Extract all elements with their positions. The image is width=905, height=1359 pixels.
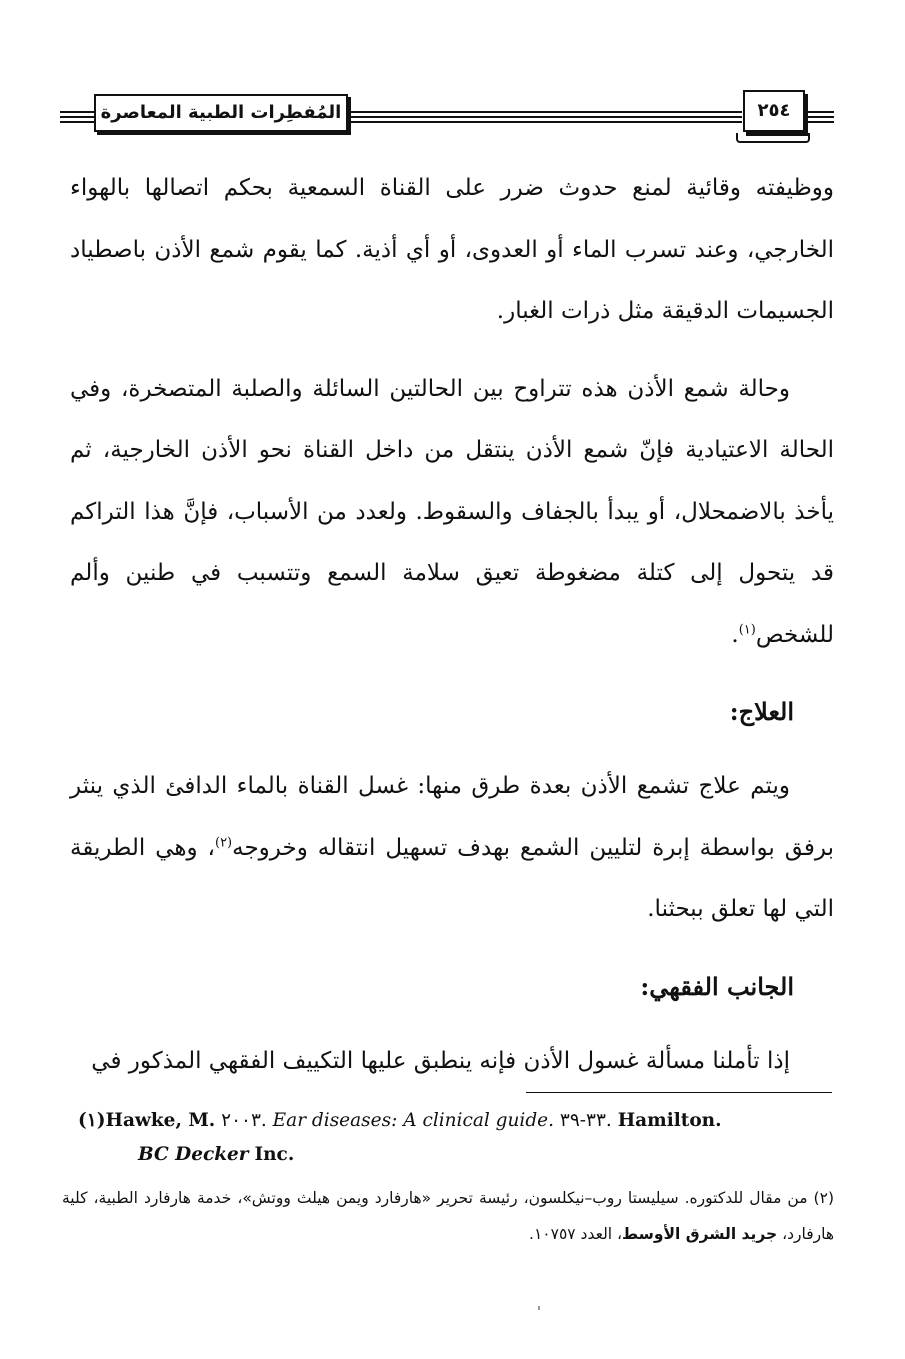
body-text <box>70 158 834 1108</box>
footnote-2-text: (٢) من مقال للدكتوره. سيليستا روب–نيكلسون، رئيسة تحرير «هارفارد ويمن هيلث ووتش»، خدمة هارفارد الطبية، كلية هارفارد، <box>62 1189 834 1243</box>
paragraph-2 <box>70 359 834 667</box>
paragraph-2-text: وحالة شمع الأذن هذه تتراوح بين الحالتين السائلة والصلبة المتصخرة، وفي الحالة الاعتيادية فإنّ شمع الأذن ينتقل من داخل القناة نحو الأذن الخارجية، ثم يأخذ بالاضمحلال، أو يبدأ بالجفاف والسقوط. ولعدد من الأسباب، فإنَّ هذا التراكم قد يتحول إلى كتلة مضغوطة تعيق سلامة السمع وتتسبب في طنين وألم للشخص <box>70 375 834 648</box>
footnote-1-marker: (١) <box>78 1110 106 1131</box>
header-rule <box>348 116 742 118</box>
header-rule <box>806 111 834 113</box>
paragraph-1: ووظيفته وقائية لمنع حدوث ضرر على القناة السمعية بحكم اتصالها بالهواء الخارجي، وعند تسرب الماء أو العدوى، أو أي أذية. كما يقوم شمع الأذن باصطياد الجسيمات الدقيقة مثل ذرات الغبار. <box>70 175 834 324</box>
footnote-1 <box>78 1104 838 1172</box>
footnote-2-end: ، العدد ١٠٧٥٧. <box>529 1225 623 1243</box>
footnote-1-publisher-name: BC Decker <box>138 1144 249 1165</box>
footnote-1-city: Hamilton. <box>617 1110 722 1131</box>
footnote-separator <box>526 1092 832 1093</box>
footnote-1-author: Hawke, M. <box>105 1110 216 1131</box>
header-rule <box>60 121 94 123</box>
footnote-ref-1: (١) <box>738 621 756 637</box>
footnote-1-year: ٢٠٠٣. <box>221 1110 267 1131</box>
header-rule <box>60 111 94 113</box>
footnote-2-newspaper: جريد الشرق الأوسط <box>622 1225 778 1243</box>
header-rule <box>348 111 742 113</box>
paragraph-3-end: ، وهي الطريقة التي لها تعلق ببحثنا. <box>70 834 834 922</box>
footnote-1-pages: ٣٣-٣٩. <box>559 1110 612 1131</box>
paragraph-2-end: . <box>731 621 739 648</box>
footnote-ref-2: (٢) <box>214 834 233 850</box>
footnote-1-publisher-suffix: Inc. <box>254 1144 295 1165</box>
scan-speck <box>538 1306 540 1310</box>
section-heading-fiqh: الجانب الفقهي: <box>640 971 794 1001</box>
paragraph-3 <box>70 756 834 941</box>
footnote-1-publisher <box>78 1138 838 1172</box>
paragraph-3-text: ويتم علاج تشمع الأذن بعدة طرق منها: غسل القناة بالماء الدافئ الذي ينثر برفق بواسطة إبرة لتليين الشمع بهدف تسهيل انتقاله وخروجه <box>70 773 834 861</box>
header-rule <box>60 116 94 118</box>
paragraph-4: إذا تأملنا مسألة غسول الأذن فإنه ينطبق عليها التكييف الفقهي المذكور في <box>91 1047 790 1074</box>
page-number: ٢٥٤ <box>743 90 805 132</box>
footnote-1-title: Ear diseases: A clinical guide. <box>272 1110 555 1131</box>
header-rule <box>348 121 742 123</box>
section-heading-treatment: العلاج: <box>729 697 794 726</box>
running-title: المُفطِرات الطبية المعاصرة <box>94 94 348 132</box>
header-rule <box>806 116 834 118</box>
footnote-2 <box>62 1180 834 1252</box>
page-number-tab <box>736 133 810 143</box>
header-rule <box>806 121 834 123</box>
